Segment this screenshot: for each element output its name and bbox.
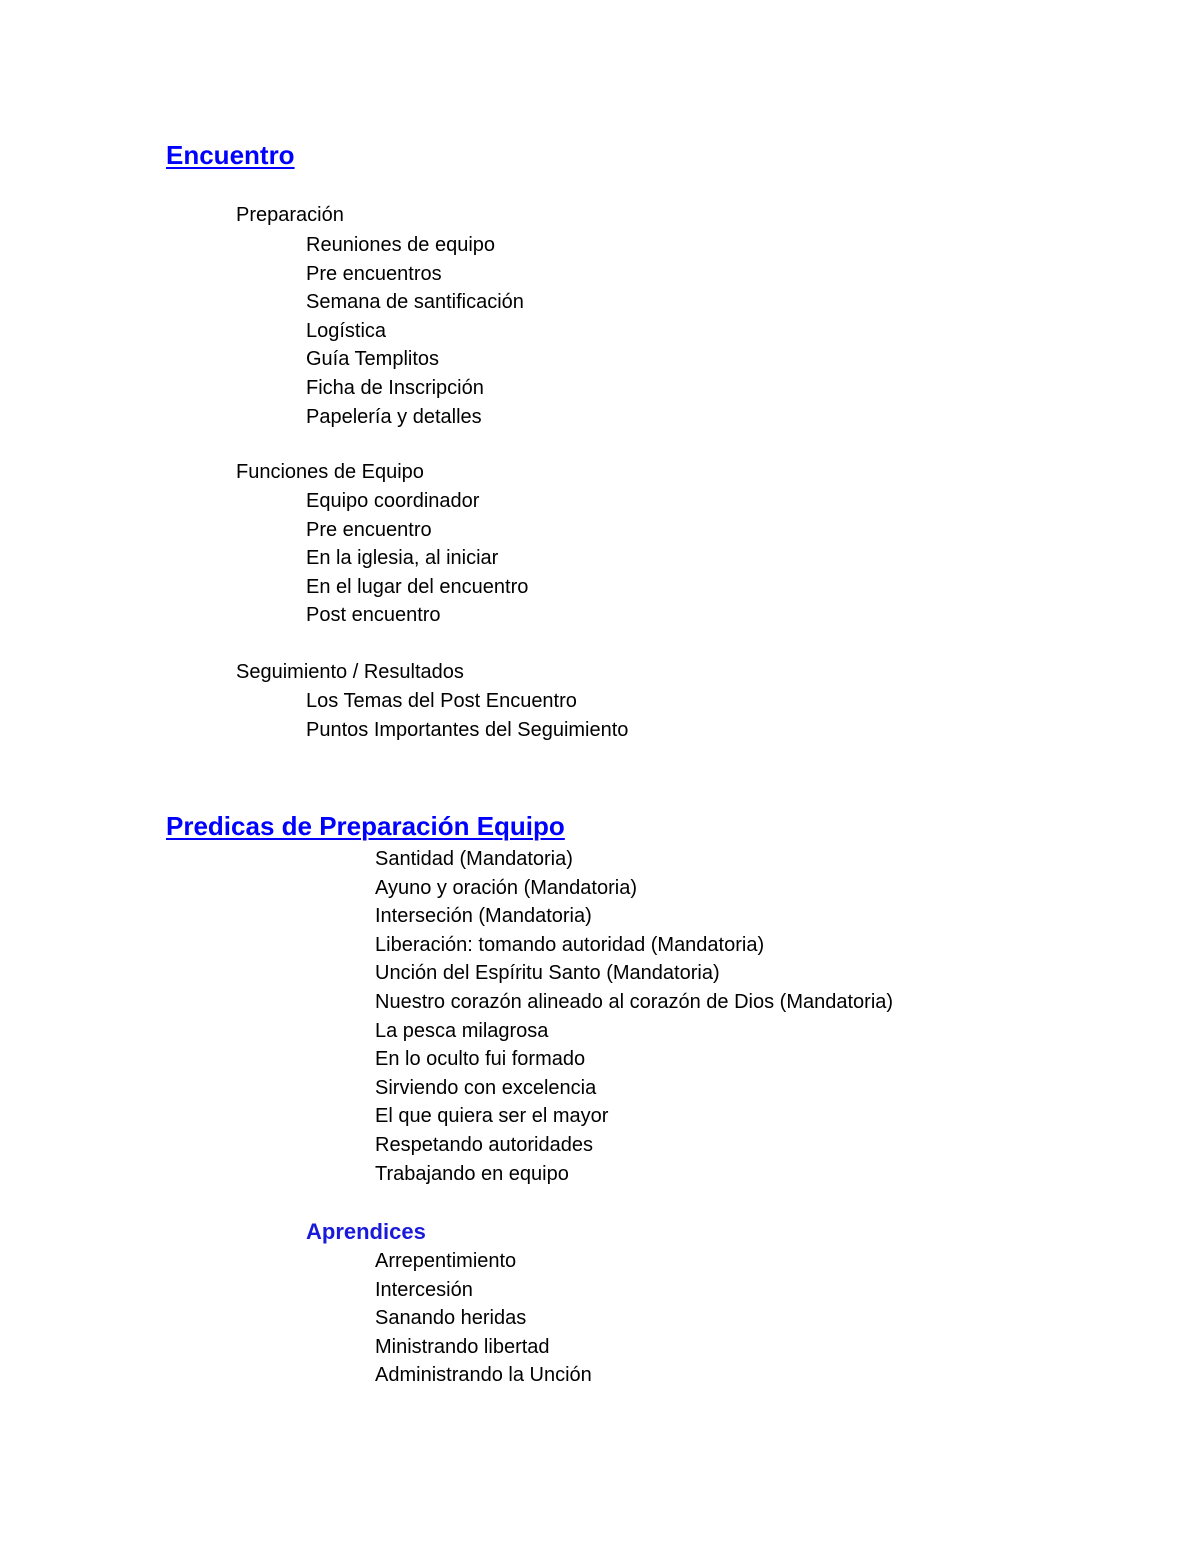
heading-encuentro-link[interactable]: Encuentro — [166, 140, 295, 170]
list-item-funciones: Post encuentro — [306, 604, 441, 627]
list-item-predica: En lo oculto fui formado — [375, 1048, 586, 1071]
list-item-predica: Respetando autoridades — [375, 1133, 593, 1156]
list-item-predica: La pesca milagrosa — [375, 1019, 549, 1042]
list-item-predica: Nuestro corazón alineado al corazón de Dios (Mandatoria) — [375, 990, 894, 1013]
list-item-funciones: Equipo coordinador — [306, 490, 480, 512]
list-item-predica: El que quiera ser el mayor — [375, 1105, 609, 1128]
heading-predicas-link[interactable]: Predicas de Preparación Equipo — [166, 811, 565, 841]
list-item-aprendiz: Ministrando libertad — [375, 1335, 550, 1358]
list-item-preparacion: Semana de santificación — [306, 291, 524, 314]
list-predicas — [375, 845, 893, 1188]
list-seguimiento-resultados — [306, 687, 628, 744]
list-item-predica: Trabajando en equipo — [375, 1162, 569, 1185]
list-item-aprendiz: Arrepentimiento — [375, 1250, 517, 1272]
list-item-preparacion: Ficha de Inscripción — [306, 376, 484, 399]
list-item-aprendiz: Sanando heridas — [375, 1307, 527, 1330]
list-item-funciones: Pre encuentro — [306, 518, 432, 541]
list-item-preparacion: Guía Templitos — [306, 348, 440, 371]
group-label-seguimiento-resultados: Seguimiento / Resultados — [236, 661, 464, 683]
list-funciones-de-equipo — [306, 487, 528, 630]
list-item-funciones: En la iglesia, al iniciar — [306, 547, 499, 570]
list-item-preparacion: Papelería y detalles — [306, 405, 482, 428]
list-item-preparacion: Logística — [306, 319, 387, 342]
list-item-predica: Ayuno y oración (Mandatoria) — [375, 876, 637, 899]
list-preparacion — [306, 231, 524, 431]
group-label-funciones-de-equipo: Funciones de Equipo — [236, 461, 424, 483]
list-item-preparacion: Reuniones de equipo — [306, 234, 496, 256]
list-item-predica: Sirviendo con excelencia — [375, 1076, 597, 1099]
list-aprendices — [375, 1247, 592, 1390]
subheading-aprendices: Aprendices — [306, 1219, 426, 1244]
list-item-predica: Unción del Espíritu Santo (Mandatoria) — [375, 962, 720, 985]
list-item-predica: Liberación: tomando autoridad (Mandatoria) — [375, 933, 765, 956]
list-item-predica: Santidad (Mandatoria) — [375, 848, 573, 870]
list-item-predica: Interseción (Mandatoria) — [375, 905, 592, 928]
list-item-aprendiz: Intercesión — [375, 1278, 473, 1301]
list-item-seguimiento: Puntos Importantes del Seguimiento — [306, 718, 629, 741]
list-item-preparacion: Pre encuentros — [306, 262, 442, 285]
list-item-funciones: En el lugar del encuentro — [306, 575, 529, 598]
group-label-preparacion: Preparación — [236, 204, 344, 226]
list-item-aprendiz: Administrando la Unción — [375, 1364, 592, 1387]
list-item-seguimiento: Los Temas del Post Encuentro — [306, 690, 577, 712]
